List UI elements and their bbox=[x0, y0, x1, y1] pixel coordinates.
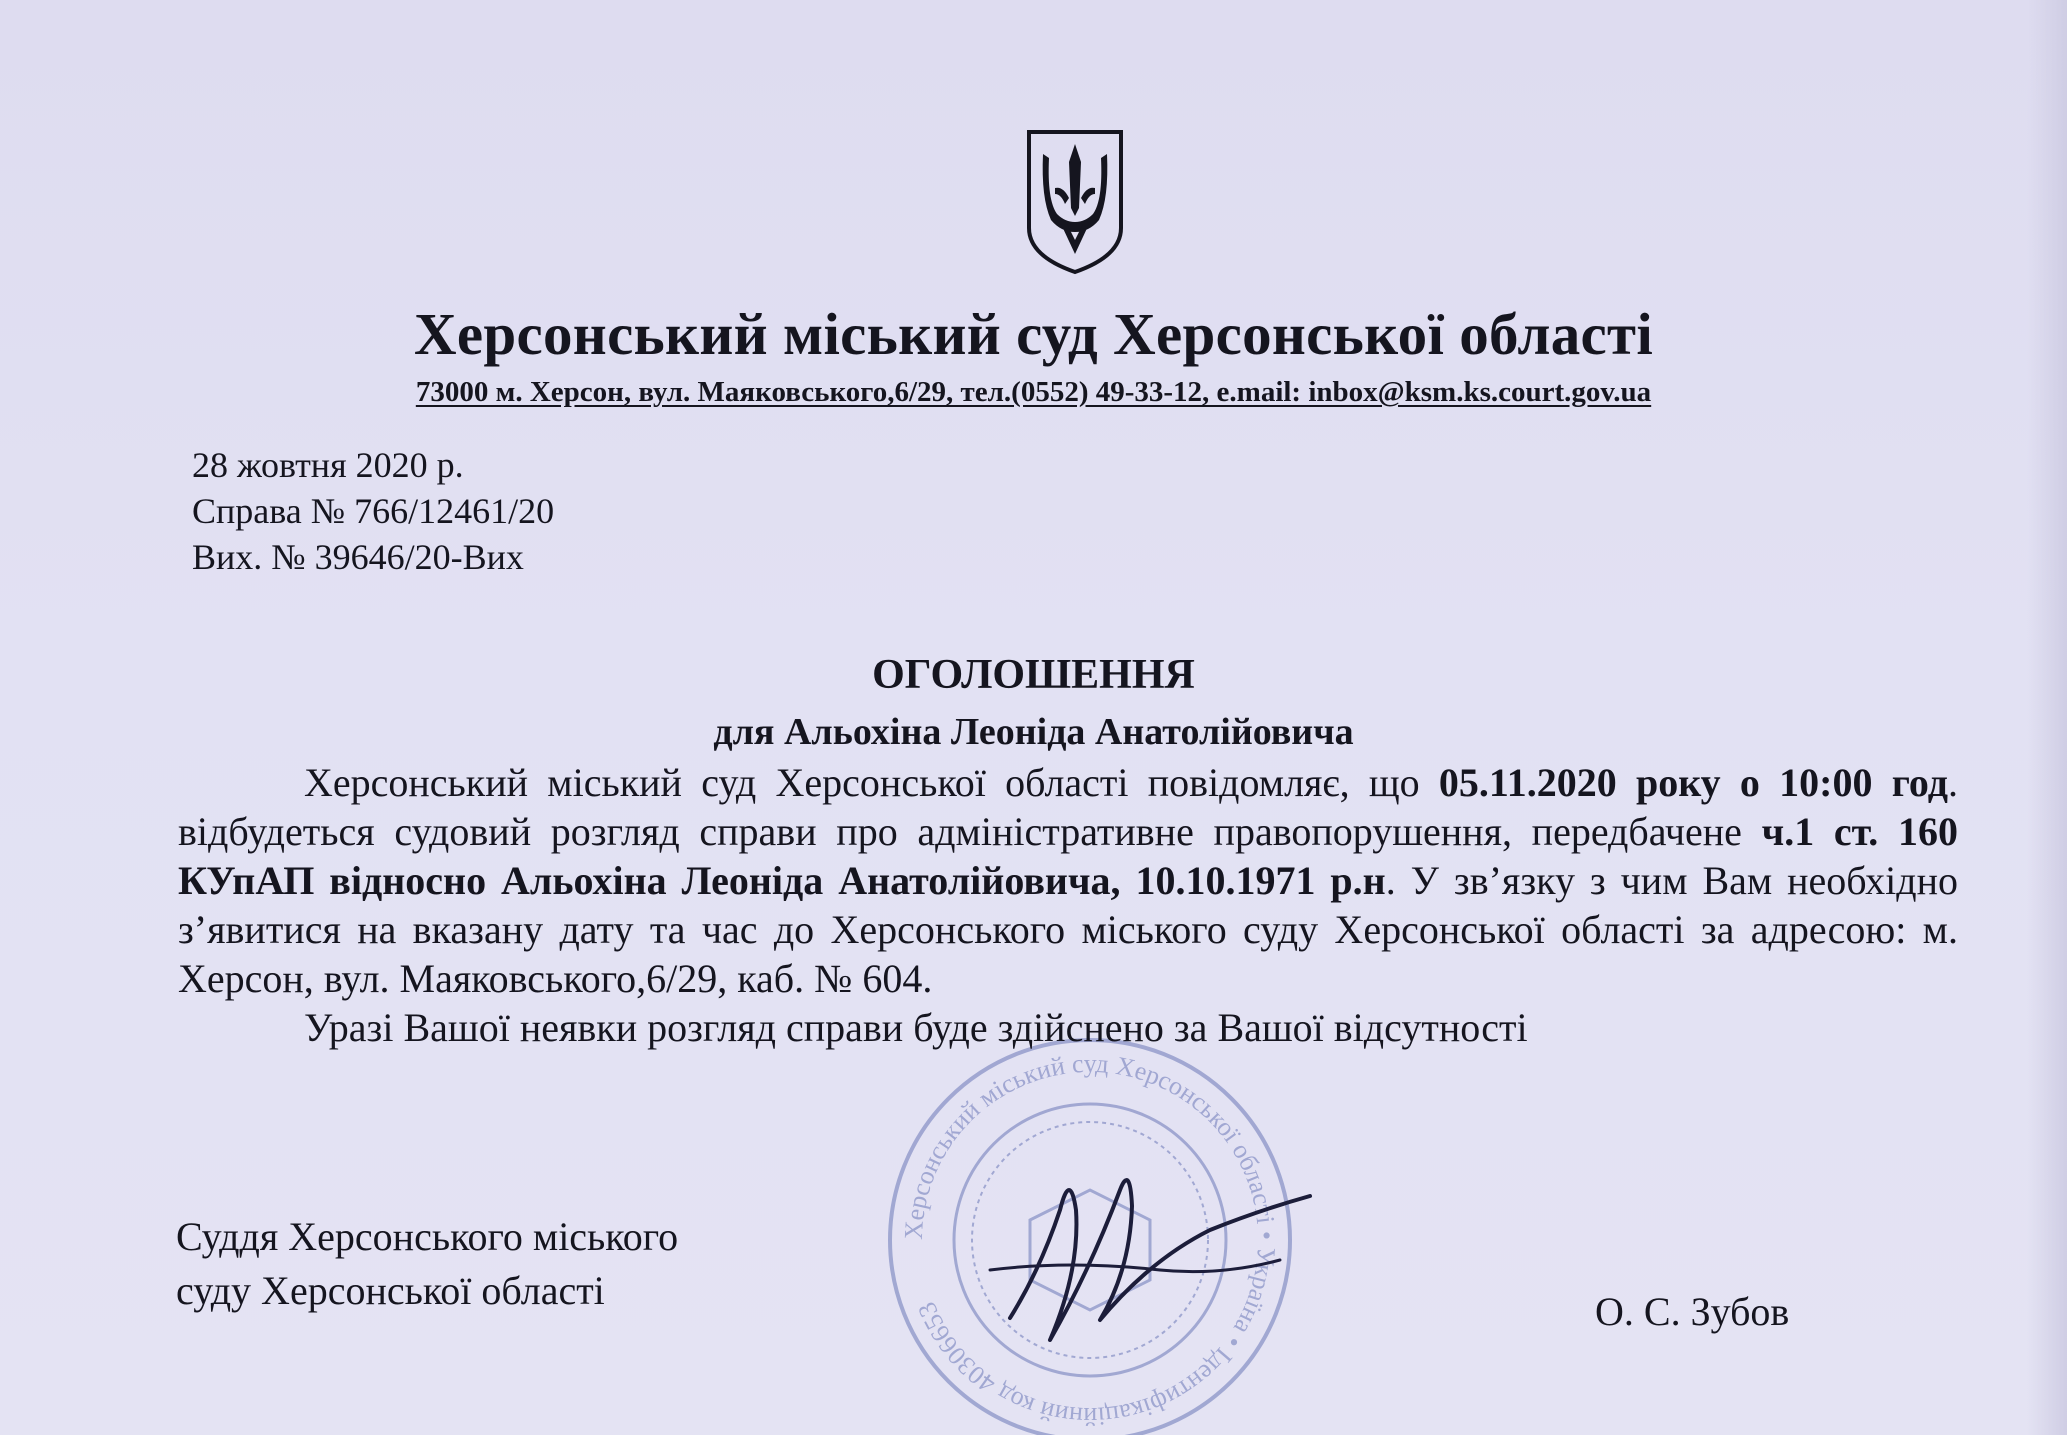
document-meta bbox=[192, 442, 554, 580]
notice-title: ОГОЛОШЕННЯ bbox=[872, 652, 1195, 698]
outgoing-number: Вих. № 39646/20-Вих bbox=[192, 537, 524, 577]
court-name: Херсонський міський суд Херсонської області bbox=[413, 301, 1654, 367]
notice-paragraph-1: Херсонський міський суд Херсонської області повідомляє, що 05.11.2020 року о 10:00 год. відбудеться судовий розгляд справи про адміністративне правопорушення, передбачене ч.1 ст. 160 КУпАП відносно Альохіна Леоніда Анатолійовича, 10.10.1971 р.н. У зв’язку з чим Вам необхідно з’явитися на вказану дату та час до Херсонського міського суду Херсонської області за адресою: м. Херсон, вул. Маяковського,6/29, каб. № 604. bbox=[178, 760, 1959, 1001]
notice-paragraph-2: Уразі Вашої неявки розгляд справи буде здійснено за Вашої відсутності bbox=[304, 1005, 1528, 1050]
document-date: 28 жовтня 2020 р. bbox=[192, 445, 464, 485]
trident-emblem-icon bbox=[1025, 128, 1125, 276]
judge-title-line-1: Суддя Херсонського міського bbox=[176, 1214, 679, 1259]
hearing-date: 05.11.2020 року о 10:00 год bbox=[1438, 760, 1949, 805]
judge-title-line-2: суду Херсонської області bbox=[176, 1268, 605, 1313]
notice-recipient: для Альохіна Леоніда Анатолійовича bbox=[713, 711, 1354, 753]
legal-article: ч.1 ст. 160 КУпАП відносно Альохіна Леоніда Анатолійовича, 10.10.1971 р.н bbox=[178, 809, 1958, 903]
notice-body bbox=[178, 758, 1958, 1052]
judge-name: О. С. Зубов bbox=[1595, 1289, 1790, 1334]
case-number: Справа № 766/12461/20 bbox=[192, 491, 555, 531]
seal-ring-text: Херсонський міський суд Херсонської області • Україна • Ідентифікаційний код 40306653 bbox=[898, 1048, 1282, 1432]
court-address: 73000 м. Херсон, вул. Маяковського,6/29, тел.(0552) 49-33-12, e.mail: inbox@ksm.ks.court.gov.ua bbox=[415, 376, 1652, 408]
handwritten-signature-icon bbox=[980, 1150, 1320, 1350]
judge-title bbox=[176, 1210, 678, 1318]
